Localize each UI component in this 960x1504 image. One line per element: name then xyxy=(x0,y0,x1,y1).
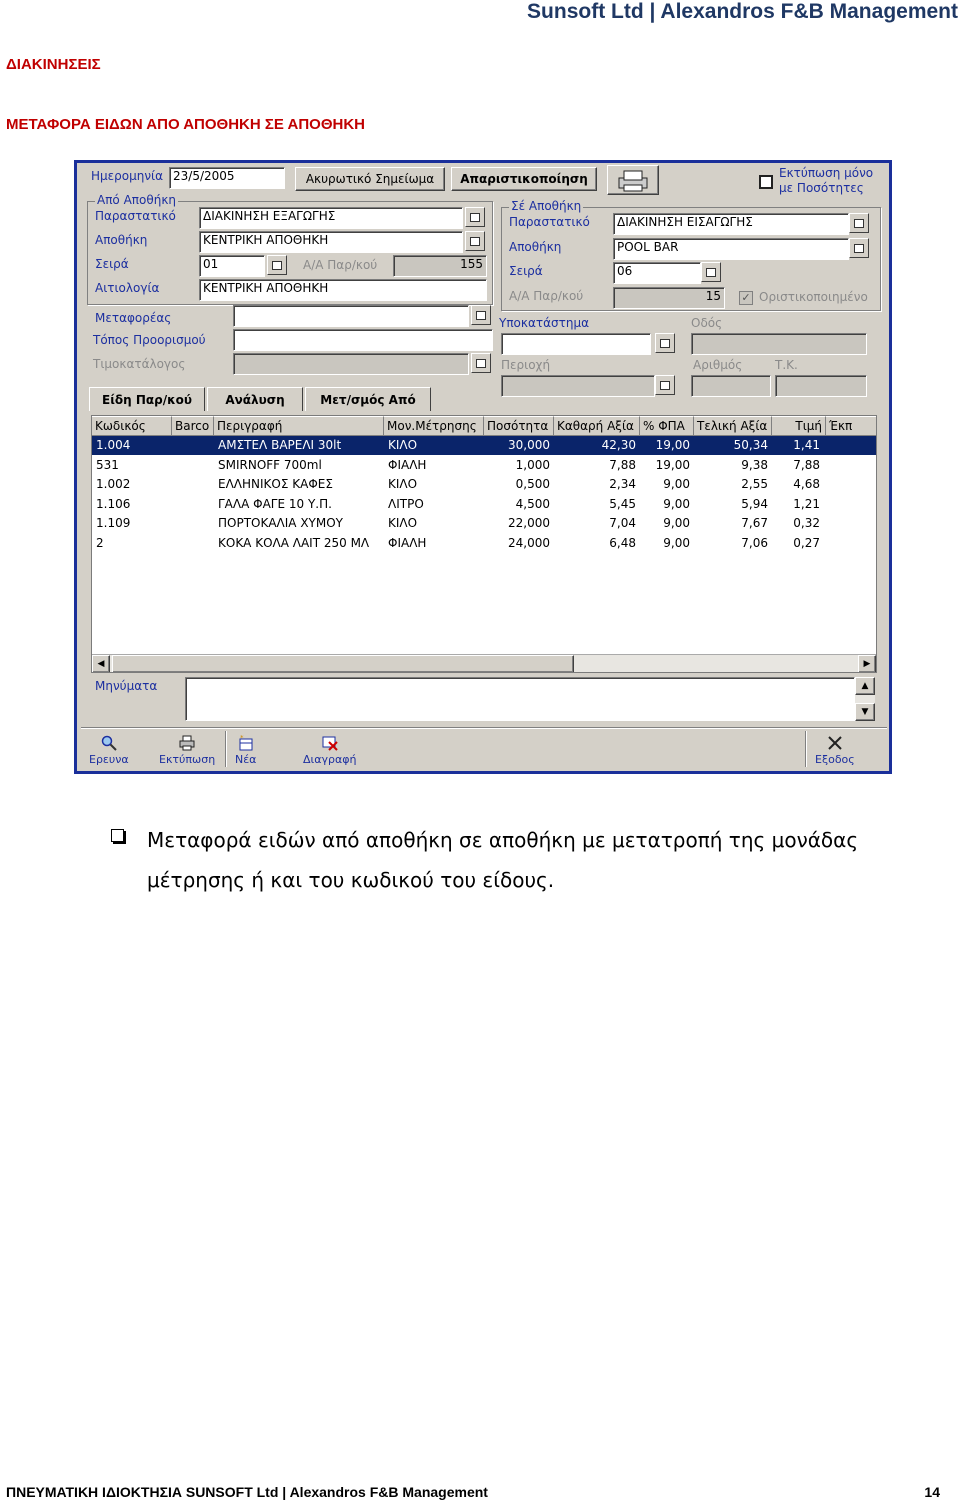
cell-quantity: 4,500 xyxy=(515,496,550,511)
col-header-net-value[interactable]: Καθαρή Αξία xyxy=(554,416,640,436)
scroll-left-arrow-icon[interactable]: ◀ xyxy=(92,655,110,673)
cell-final-value: 50,34 xyxy=(733,438,768,452)
cell-final-value: 7,06 xyxy=(741,535,768,550)
area-field xyxy=(501,375,655,397)
cell-net-value: 7,04 xyxy=(609,516,636,530)
table-row[interactable] xyxy=(92,456,877,475)
from-store-lookup-button[interactable] xyxy=(465,231,485,251)
page-footer: ΠΝΕΥΜΑΤΙΚΗ ΙΔΙΟΚΤΗΣΙΑ SUNSOFT Ltd | Alexandros F&B Management xyxy=(6,1484,488,1500)
table-row[interactable] xyxy=(92,436,877,455)
pricelist-lookup-button[interactable] xyxy=(471,353,491,373)
cell-price: 1,41 xyxy=(793,438,820,452)
street-label: Οδός xyxy=(691,316,723,330)
cell-code: 531 xyxy=(96,457,119,472)
date-label: Ημερομηνία xyxy=(91,169,164,183)
app-screenshot xyxy=(74,160,892,774)
list-icon xyxy=(272,261,282,270)
destination-label: Τόπος Προορισμού xyxy=(93,333,206,347)
col-header-unit[interactable]: Μον.Μέτρησης xyxy=(384,416,484,436)
reason-label: Αιτιολογία xyxy=(95,281,160,295)
table-row[interactable] xyxy=(92,475,877,494)
cell-net-value: 5,45 xyxy=(609,496,636,511)
to-doc-lookup-button[interactable] xyxy=(849,213,869,233)
scroll-down-arrow-icon[interactable]: ▼ xyxy=(855,703,875,721)
branch-lookup-button[interactable] xyxy=(655,333,675,353)
cell-price: 0,32 xyxy=(793,516,820,530)
street-field xyxy=(691,333,867,355)
print-button[interactable]: Εκτύπωση xyxy=(159,735,215,769)
list-icon xyxy=(476,311,486,320)
cell-description: ΑΜΣΤΕΛ ΒΑΡΕΛΙ 30lt xyxy=(218,438,342,452)
cell-net-value: 6,48 xyxy=(609,535,636,550)
list-icon xyxy=(470,237,480,246)
table-row[interactable] xyxy=(92,495,877,514)
cell-quantity: 0,500 xyxy=(515,477,550,491)
col-header-barcode[interactable]: Barco xyxy=(172,416,214,436)
cell-code: 1.004 xyxy=(96,438,131,452)
messages-scrollbar[interactable] xyxy=(855,677,875,721)
list-icon xyxy=(660,339,670,348)
to-aa-field: 15 xyxy=(613,287,725,309)
finalized-checkbox[interactable]: ✓ xyxy=(739,291,753,305)
branch-label: Υποκατάστημα xyxy=(499,316,589,330)
carrier-lookup-button[interactable] xyxy=(471,305,491,325)
printer-button[interactable] xyxy=(607,165,659,195)
cell-net-value: 42,30 xyxy=(601,438,636,452)
carrier-label: Μεταφορέας xyxy=(95,311,172,325)
cell-final-value: 5,94 xyxy=(741,496,768,511)
printer-icon xyxy=(615,168,651,192)
col-header-description[interactable]: Περιγραφή xyxy=(214,416,384,436)
horizontal-scrollbar[interactable] xyxy=(92,654,877,672)
to-group-label: Σέ Αποθήκη xyxy=(511,199,582,213)
list-icon xyxy=(854,219,864,228)
cell-code: 1.002 xyxy=(96,477,131,491)
cell-price: 4,68 xyxy=(793,477,820,491)
from-store-field[interactable]: ΚΕΝΤΡΙΚΗ ΑΠΟΘΗΚΗ xyxy=(199,231,463,253)
list-icon xyxy=(476,359,486,368)
col-header-vat[interactable]: % ΦΠΑ xyxy=(640,416,694,436)
cell-vat: 9,00 xyxy=(663,535,690,550)
cell-description: ΠΟΡΤΟΚΑΛΙΑ ΧΥΜΟΥ xyxy=(218,516,344,530)
cell-price: 0,27 xyxy=(793,535,820,550)
destination-field[interactable] xyxy=(233,329,493,351)
close-icon xyxy=(827,735,843,751)
to-doc-field[interactable]: ΔΙΑΚΙΝΗΣΗ ΕΙΣΑΓΩΓΗΣ xyxy=(613,213,849,235)
toolbar-divider xyxy=(81,727,887,729)
list-icon xyxy=(706,268,716,277)
cell-quantity: 30,000 xyxy=(508,438,550,452)
from-series-field[interactable]: 01 xyxy=(199,255,265,277)
number-field xyxy=(691,375,771,397)
finalize-button[interactable]: Απαριστικοποίηση xyxy=(451,167,597,191)
to-store-field[interactable]: POOL BAR xyxy=(613,238,849,260)
cell-code: 1.106 xyxy=(96,496,131,511)
messages-field[interactable] xyxy=(185,677,855,721)
checkbox-bullet-icon xyxy=(111,829,124,842)
table-row[interactable] xyxy=(92,534,877,553)
scroll-up-arrow-icon[interactable]: ▲ xyxy=(855,677,875,695)
new-button[interactable]: * Νέα xyxy=(235,735,257,766)
to-store-label: Αποθήκη xyxy=(509,240,562,254)
cell-code: 1.109 xyxy=(96,516,131,530)
branch-field[interactable] xyxy=(501,333,651,355)
cell-price: 7,88 xyxy=(793,457,820,472)
carrier-field[interactable] xyxy=(233,305,469,327)
cell-description: ΓΑΛΑ ΦΑΓΕ 10 Υ.Π. xyxy=(218,496,332,511)
cell-quantity: 22,000 xyxy=(508,516,550,530)
scroll-thumb[interactable] xyxy=(112,655,574,673)
from-store-label: Αποθήκη xyxy=(95,233,148,247)
cell-vat: 9,00 xyxy=(663,516,690,530)
to-aa-label: Α/Α Παρ/κού xyxy=(509,289,584,303)
cell-quantity: 1,000 xyxy=(515,457,550,472)
tab-items[interactable]: Είδη Παρ/κού xyxy=(89,387,205,411)
col-header-quantity[interactable]: Ποσότητα xyxy=(484,416,554,436)
delete-button[interactable]: Διαγραφή xyxy=(303,735,356,769)
cancel-note-button[interactable]: Ακυρωτικό Σημείωμα xyxy=(295,167,445,191)
cell-final-value: 2,55 xyxy=(741,477,768,491)
to-series-lookup-button[interactable] xyxy=(701,262,721,282)
print-qty-label: Εκτύπωση μόνο με Ποσότητες xyxy=(779,166,874,195)
from-series-lookup-button[interactable] xyxy=(267,255,287,275)
from-aa-field: 155 xyxy=(393,255,487,277)
tab-analysis[interactable]: Ανάλυση xyxy=(207,387,303,411)
cell-description: ΚΟΚΑ ΚΟΛΑ ΛΑΙΤ 250 ΜΛ xyxy=(218,535,370,550)
from-doc-lookup-button[interactable] xyxy=(465,207,485,227)
pricelist-label: Τιμοκατάλογος xyxy=(93,357,186,371)
cell-description: SMIRNOFF 700ml xyxy=(218,457,322,472)
cell-net-value: 7,88 xyxy=(609,457,636,472)
messages-label: Μηνύματα xyxy=(95,679,158,693)
new-document-icon xyxy=(238,735,254,751)
cell-vat: 9,00 xyxy=(663,477,690,491)
body-paragraph: Μεταφορά ειδών από αποθήκη σε αποθήκη με μετατροπή της μονάδας μέτρησης ή και του κωδικού του είδους. xyxy=(147,828,859,892)
table-row[interactable] xyxy=(92,514,877,533)
print-qty-checkbox[interactable] xyxy=(759,175,773,189)
delete-icon xyxy=(322,735,338,751)
list-icon xyxy=(854,244,864,253)
cell-code: 2 xyxy=(96,535,104,550)
svg-text:*: * xyxy=(239,735,244,742)
cell-unit: ΦΙΑΛΗ xyxy=(388,535,427,550)
pricelist-field xyxy=(233,353,469,375)
from-group-label: Από Αποθήκη xyxy=(97,193,176,207)
cell-net-value: 2,34 xyxy=(609,477,636,491)
date-field[interactable]: 23/5/2005 xyxy=(169,167,285,189)
to-store-lookup-button[interactable] xyxy=(849,238,869,258)
scroll-right-arrow-icon[interactable]: ▶ xyxy=(858,655,876,673)
list-icon xyxy=(660,381,670,390)
cell-unit: ΦΙΑΛΗ xyxy=(388,457,427,472)
cell-final-value: 7,67 xyxy=(741,516,768,530)
zip-label: Τ.Κ. xyxy=(775,358,798,372)
to-series-label: Σειρά xyxy=(509,264,543,278)
cell-unit: ΚΙΛΟ xyxy=(388,516,418,530)
search-icon xyxy=(101,735,117,751)
cell-description: ΕΛΛΗΝΙΚΟΣ ΚΑΦΕΣ xyxy=(218,477,333,491)
from-series-label: Σειρά xyxy=(95,257,129,271)
toolbar-separator xyxy=(805,731,807,767)
cell-unit: ΛΙΤΡΟ xyxy=(388,496,424,511)
page-number: 14 xyxy=(924,1484,940,1500)
reason-field[interactable]: ΚΕΝΤΡΙΚΗ ΑΠΟΘΗΚΗ xyxy=(199,279,487,301)
col-header-price[interactable]: Τιμή xyxy=(772,416,826,436)
cell-final-value: 9,38 xyxy=(741,457,768,472)
exit-button[interactable]: Εξοδος xyxy=(815,735,855,769)
col-header-code[interactable]: Κωδικός xyxy=(92,416,172,436)
from-aa-label: Α/Α Παρ/κού xyxy=(303,258,378,272)
section-title: ΔΙΑΚΙΝΗΣΕΙΣ xyxy=(6,56,101,73)
finalized-label: Οριστικοποιημένο xyxy=(759,290,868,304)
items-grid[interactable] xyxy=(91,415,877,673)
cell-quantity: 24,000 xyxy=(508,535,550,550)
col-header-final-value[interactable]: Τελική Αξία xyxy=(694,416,772,436)
area-lookup-button[interactable] xyxy=(655,375,675,395)
page-header: Sunsoft Ltd | Alexandros F&B Management xyxy=(527,0,958,23)
search-button[interactable]: Ερευνα xyxy=(89,735,129,769)
toolbar-separator xyxy=(225,731,227,767)
col-header-discount[interactable]: Έκπ xyxy=(826,416,877,436)
number-label: Αριθμός xyxy=(693,358,743,372)
subsection-title: ΜΕΤΑΦΟΡΑ ΕΙΔΩΝ ΑΠΟ ΑΠΟΘΗΚΗ ΣΕ ΑΠΟΘΗΚΗ xyxy=(6,116,365,133)
cell-unit: ΚΙΛΟ xyxy=(388,438,418,452)
list-icon xyxy=(470,213,480,222)
to-doc-label: Παραστατικό xyxy=(509,215,590,229)
cell-unit: ΚΙΛΟ xyxy=(388,477,418,491)
area-label: Περιοχή xyxy=(501,358,551,372)
to-series-field[interactable]: 06 xyxy=(613,262,701,284)
cell-vat: 9,00 xyxy=(663,496,690,511)
printer-icon xyxy=(179,735,195,751)
tab-conversion[interactable]: Μετ/σμός Από xyxy=(305,387,431,411)
from-doc-field[interactable]: ΔΙΑΚΙΝΗΣΗ ΕΞΑΓΩΓΗΣ xyxy=(199,207,463,229)
cell-price: 1,21 xyxy=(793,496,820,511)
cell-vat: 19,00 xyxy=(655,438,690,452)
cell-vat: 19,00 xyxy=(655,457,690,472)
from-doc-label: Παραστατικό xyxy=(95,209,176,223)
zip-field xyxy=(775,375,867,397)
